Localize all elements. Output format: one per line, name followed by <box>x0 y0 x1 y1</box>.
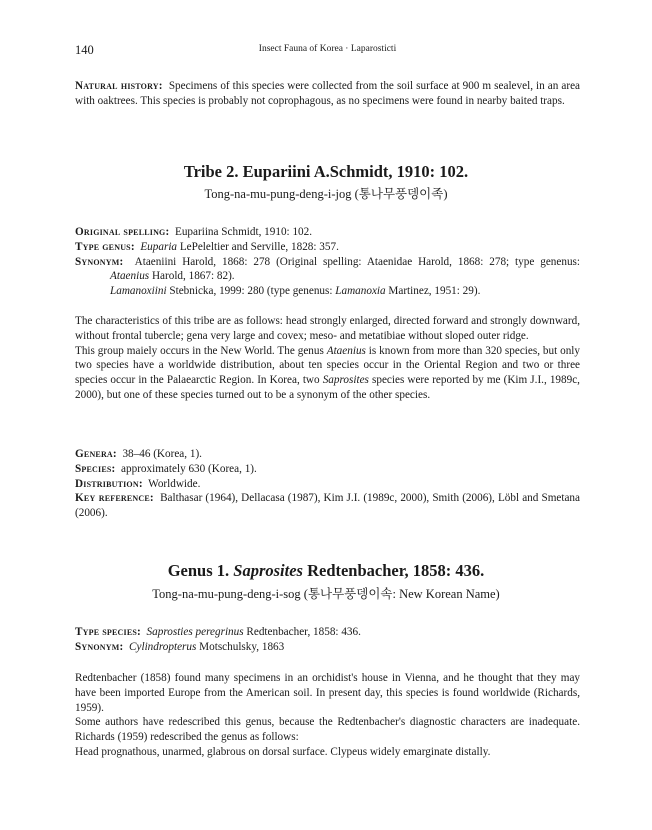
synonym-2-name: Lamanoxiini <box>110 285 167 298</box>
page-number: 140 <box>75 43 94 57</box>
tribe-summary <box>75 447 580 521</box>
species-label: Species: <box>75 462 116 475</box>
tribe-subtitle: Tong-na-mu-pung-deng-i-jog (통나무풍뎅이족) <box>204 187 448 201</box>
tribe-metadata <box>75 225 580 299</box>
tribe-characteristics-paragraph: The characteristics of this tribe are as follows: head strongly enlarged, directed forward and strongly downward, without frontal tubercle; gena very large and covex; meso- and metatibiae without sloped outer ridge. <box>75 315 580 342</box>
distribution-value: Worldwide. <box>148 477 201 490</box>
genus-title: Genus 1. Saprosites Redtenbacher, 1858: 436. <box>167 561 485 580</box>
synonym-1-text: Ataeniini Harold, 1868: 278 (Original spelling: Ataenidae Harold, 1868: 278; type genenus: <box>134 255 580 268</box>
tribe-title: Tribe 2. Eupariini A.Schmidt, 1910: 102. <box>183 162 469 181</box>
type-species-label: Type species: <box>75 626 141 638</box>
type-species-authority: Redtenbacher, 1858: 436. <box>243 626 361 638</box>
tribe-distribution-paragraph: This group maiely occurs in the New World. The genus Ataenius is known from more than 320 species, but only two species have a worldwide distribution, about ten species occur in the Oriental Region and two or three species occur in the Palaearctic Region. In Korea, two Saprosites species were reported by me (Kim J.I., 1989c, 2000), but one of these species turned out to be a synonym of the other species. <box>75 344 580 401</box>
type-species-name: Saprosties peregrinus <box>146 626 244 638</box>
synonym-label: Synonym: <box>75 255 124 268</box>
genus-redescription-paragraph: Some authors have redescribed this genus, because the Redtenbacher's diagnostic characters are inadequate. Richards (1959) redescribed the genus as follows: <box>75 716 580 744</box>
ataenius-name: Ataenius <box>326 344 366 357</box>
genera-label: Genera: <box>75 448 117 460</box>
synonym-1-authority: Harold, 1867: 82). <box>149 270 235 283</box>
natural-history-label: Natural history: <box>75 80 163 92</box>
running-title: Insect Fauna of Korea · Laparosticti <box>258 44 397 54</box>
page-header <box>75 43 580 59</box>
natural-history-text: Specimens of this species were collected from the soil surface at 900 m sealevel, in an area with oaktrees. This species is probably not coprophagous, as no specimens were found in nearby baited traps. <box>75 80 581 107</box>
type-genus-authority: LePeleltier and Serville, 1828: 357. <box>177 240 339 253</box>
genus-synonym-label: Synonym: <box>75 640 124 653</box>
original-spelling-value: Eupariina Schmidt, 1910: 102. <box>175 226 313 238</box>
type-genus-label: Type genus: <box>75 240 135 253</box>
genus-metadata <box>75 625 580 655</box>
genus-description <box>75 671 580 760</box>
distribution-label: Distribution: <box>75 477 143 490</box>
type-genus-name: Euparia <box>140 240 178 253</box>
genera-value: 38–46 (Korea, 1). <box>122 448 202 460</box>
key-reference-value: Balthasar (1964), Dellacasa (1987), Kim J.I. (1989c, 2000), Smith (2006), Löbl and Smetana (2006). <box>75 492 580 520</box>
original-spelling-label: Original spelling: <box>75 226 170 238</box>
saprosites-name: Saprosites <box>322 374 369 387</box>
synonym-1-genus: Ataenius <box>110 270 150 283</box>
genus-synonym-authority: Motschulsky, 1863 <box>196 640 285 653</box>
natural-history-paragraph <box>75 79 580 109</box>
genus-history-paragraph: Redtenbacher (1858) found many specimens in an orchidist's house in Vienna, and he thought that they may have been imported Europe from the American soil. In present day, this species is found worldwide (Richards, 1959). <box>75 672 580 714</box>
genus-head-paragraph: Head prognathous, unarmed, glabrous on dorsal surface. Clypeus widely emarginate distally. <box>75 745 491 758</box>
synonym-2-text: Stebnicka, 1999: 280 (type genenus: <box>166 285 336 298</box>
species-value: approximately 630 (Korea, 1). <box>121 462 257 475</box>
key-reference-label: Key reference: <box>75 492 154 505</box>
genus-subtitle: Tong-na-mu-pung-deng-i-sog (통나무풍뎅이속: New Korean Name) <box>152 587 500 601</box>
genus-synonym-name: Cylindropterus <box>129 640 197 653</box>
genus-name: Saprosites <box>233 561 303 580</box>
synonym-2-authority: Martinez, 1951: 29). <box>385 285 481 298</box>
tribe-description <box>75 314 580 403</box>
synonym-2-genus: Lamanoxia <box>335 285 386 298</box>
